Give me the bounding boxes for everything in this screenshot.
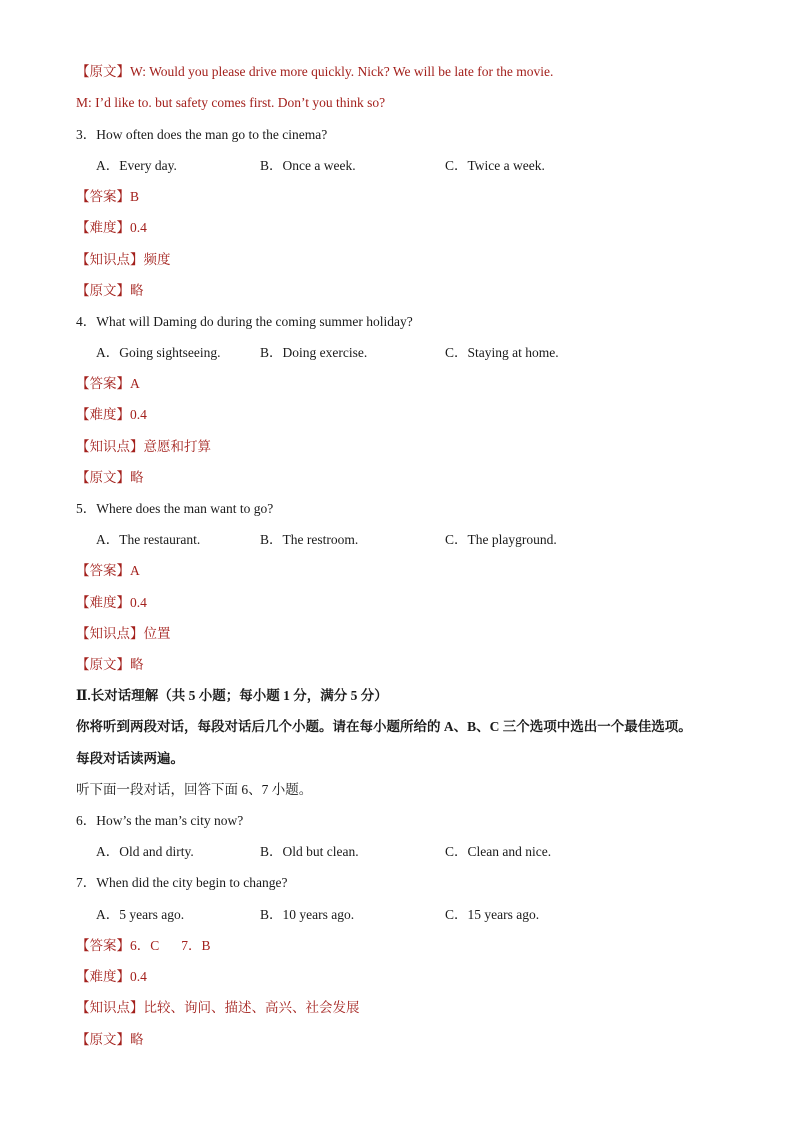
q4-transcript: 【原文】略 <box>76 470 144 485</box>
q2-transcript-line2: M: I’d like to. but safety comes first. Don’t you think so? <box>76 95 386 110</box>
q4-option-b: B．Doing exercise. <box>260 345 368 360</box>
q4-knowledge: 【知识点】意愿和打算 <box>76 439 211 454</box>
q5-option-c: C．The playground. <box>445 532 557 547</box>
q4-question: 4．What will Daming do during the coming summer holiday? <box>76 314 413 329</box>
q3-option-a: A．Every day. <box>96 158 177 173</box>
q6-option-c: C．Clean and nice. <box>445 844 552 859</box>
q67-knowledge: 【知识点】比较、询问、描述、高兴、社会发展 <box>76 1000 360 1015</box>
q4-option-a: A．Going sightseeing. <box>96 345 221 360</box>
q5-option-b: B．The restroom. <box>260 532 359 547</box>
q7-option-c: C．15 years ago. <box>445 907 540 922</box>
q7-option-b: B．10 years ago. <box>260 907 355 922</box>
q7-option-a: A．5 years ago. <box>96 907 185 922</box>
section2-intro: 听下面一段对话，回答下面 6、7 小题。 <box>76 782 313 797</box>
q5-transcript: 【原文】略 <box>76 657 144 672</box>
q6-option-a: A．Old and dirty. <box>96 844 194 859</box>
answer-6: 6．C <box>130 938 160 953</box>
q5-question: 5．Where does the man want to go? <box>76 501 274 516</box>
section2-instruction-1: 你将听到两段对话，每段对话后几个小题。请在每小题所给的 A、B、C 三个选项中选出一个最佳选项。 <box>76 719 692 734</box>
q3-difficulty: 【难度】0.4 <box>76 220 147 235</box>
q67-answer <box>76 937 211 955</box>
q2-transcript-line1: 【原文】W: Would you please drive more quickly. Nick? We will be late for the movie. <box>76 64 554 79</box>
q7-question: 7．When did the city begin to change? <box>76 875 288 890</box>
q4-answer: 【答案】A <box>76 376 140 391</box>
answer-label: 【答案】 <box>76 938 130 953</box>
q67-difficulty: 【难度】0.4 <box>76 969 147 984</box>
q5-option-a: A．The restaurant. <box>96 532 201 547</box>
q3-transcript: 【原文】略 <box>76 283 144 298</box>
q4-option-c: C．Staying at home. <box>445 345 559 360</box>
q3-answer: 【答案】B <box>76 189 140 204</box>
section2-heading: Ⅱ.长对话理解（共 5 小题；每小题 1 分，满分 5 分） <box>76 688 388 703</box>
answer-7: 7．B <box>181 938 211 953</box>
section2-instruction-2: 每段对话读两遍。 <box>76 751 184 766</box>
q5-answer: 【答案】A <box>76 563 140 578</box>
q3-question: 3．How often does the man go to the cinema? <box>76 127 328 142</box>
q6-question: 6．How’s the man’s city now? <box>76 813 244 828</box>
q3-option-c: C．Twice a week. <box>445 158 545 173</box>
q6-option-b: B．Old but clean. <box>260 844 359 859</box>
q3-knowledge: 【知识点】频度 <box>76 252 171 267</box>
q4-difficulty: 【难度】0.4 <box>76 407 147 422</box>
q67-transcript: 【原文】略 <box>76 1032 144 1047</box>
q3-option-b: B．Once a week. <box>260 158 356 173</box>
q5-knowledge: 【知识点】位置 <box>76 626 171 641</box>
q5-difficulty: 【难度】0.4 <box>76 595 147 610</box>
